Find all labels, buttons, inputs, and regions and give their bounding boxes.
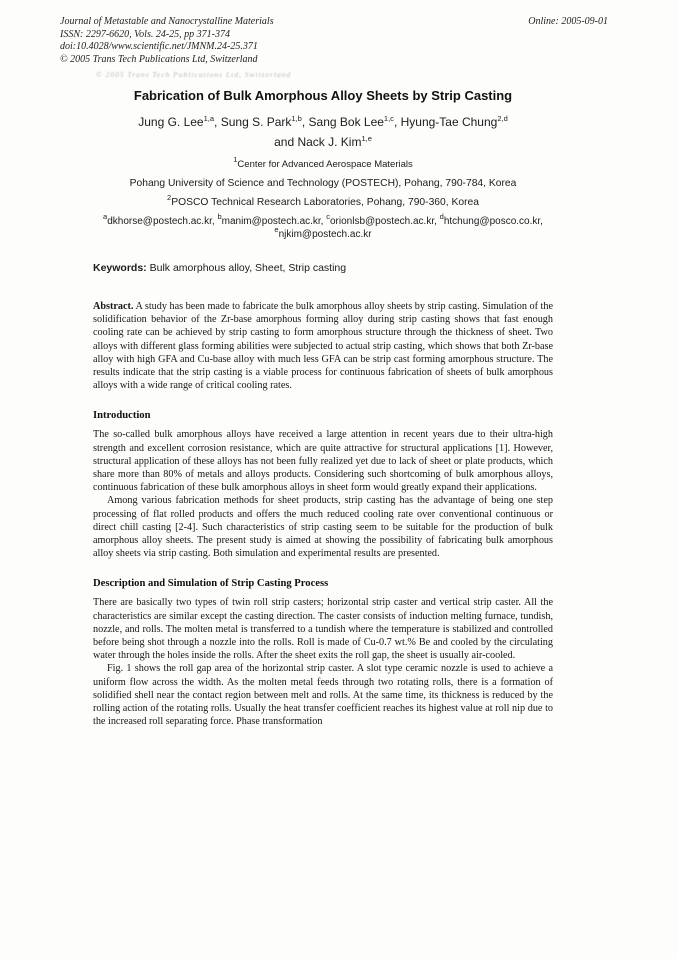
email-mark: a — [103, 212, 108, 222]
affiliation-1: $^1$Center for Advanced Aerospace Materials — [233, 155, 413, 170]
authors-line-2 — [93, 135, 553, 150]
author-affmark: 1,b — [291, 113, 302, 123]
authors-line — [93, 115, 553, 130]
author: and Nack J. Kim$^{1,e}$ — [274, 133, 372, 149]
author-affmark: 2,d — [497, 113, 508, 123]
email: $^b$manim@postech.ac.kr, — [217, 212, 327, 227]
author: , Sang Bok Lee$^{1,c}$ — [301, 113, 394, 129]
author-affmark: 1,e — [361, 133, 372, 143]
author: , Sung S. Park$^{1,b}$ — [214, 113, 302, 129]
email-mark: d — [439, 212, 444, 222]
email-mark: c — [326, 212, 330, 222]
paper-body — [93, 88, 553, 728]
keywords-text: Bulk amorphous alloy, Sheet, Strip casting — [146, 262, 347, 274]
email-line-1 — [93, 212, 553, 228]
online-date: Online: 2005-09-01 — [528, 16, 608, 27]
email: $^e$njkim@postech.ac.kr — [274, 225, 372, 240]
scan-ghost-print: © 2005 Trans Tech Publications Ltd, Switzerland — [96, 70, 292, 79]
email-line-2 — [93, 225, 553, 241]
email-mark: e — [274, 225, 279, 235]
section-heading-description: Description and Simulation of Strip Casting Process — [93, 578, 329, 590]
email: $^d$htchung@posco.co.kr, — [439, 212, 543, 227]
keywords-label: Keywords: — [93, 262, 147, 274]
copyright-line: © 2005 Trans Tech Publications Ltd, Switzerland — [60, 53, 258, 65]
author: Jung G. Lee$^{1,a}$ — [138, 113, 215, 129]
doi-line: doi:10.4028/www.scientific.net/JMNM.24-25.371 — [60, 41, 258, 53]
affiliation-mark: 1 — [233, 155, 238, 165]
journal-metadata — [60, 16, 274, 66]
description-paragraph-1: There are basically two types of twin roll strip casters; horizontal strip caster and vertical strip caster. All the characteristics are similar except the casting direction. The caster consists of induction melting furnace, tundish, nozzle, and rolls. The molten metal is transferred to a tundish where the temperature is stabilized and controlled before being shot through a nozzle into the rolls. Roll is made of Cu-0.7 wt.% Be and cooled by the circulating water through the holes inside the rolls. After the sheet exits the roll gap, the sheet is usually air-cooled. — [93, 597, 553, 662]
affiliation-mark: 2 — [167, 193, 172, 203]
author-affmark: 1,c — [383, 113, 394, 123]
journal-title-line: Journal of Metastable and Nanocrystalline Materials — [60, 16, 274, 27]
abstract-text: A study has been made to fabricate the bulk amorphous alloy sheets by strip casting. Simulation of the solidification behavior of the Zr-base amorphous forming alloy during strip casting shows that fast enough cooling rate can be achieved by strip casting to form amorphous structure through the thickness of sheet. Two alloys with different glass forming abilities were subjected to actual strip casting, which shows that both Zr-base alloy with high GFA and Cu-base alloy with much less GFA can be strip cast forming amorphous structure. The results indicate that the strip casting is a viable process for continuous fabrication of sheets of bulk amorphous alloys with a wide range of critical cooling rates. — [93, 301, 553, 392]
affiliation-2: Pohang University of Science and Technology (POSTECH), Pohang, 790-784, Korea — [129, 178, 517, 189]
section-heading-introduction: Introduction — [93, 410, 151, 422]
affiliation-3: $^2$POSCO Technical Research Laboratories, Pohang, 790-360, Korea — [167, 193, 479, 208]
issn-line: ISSN: 2297-6620, Vols. 24-25, pp 371-374 — [60, 28, 230, 40]
abstract-paragraph — [93, 300, 553, 392]
page-title: Fabrication of Bulk Amorphous Alloy Sheets by Strip Casting — [133, 88, 513, 103]
email-mark: b — [217, 212, 222, 222]
introduction-paragraph-1: The so-called bulk amorphous alloys have received a large attention in recent years due to their ultra-high strength and excellent corrosion resistance, which are quite attractive for structural applications [1]. However, structural application of these alloys has not been fully realized yet due to lack of sheet or plate products, which share more than 80% of metals and alloys products. Considering such shortcoming of bulk amorphous alloys, continuous fabrication of these bulk amorphous alloys in sheet form would greatly expand their applications. — [93, 429, 553, 494]
author: , Hyung-Tae Chung$^{2,d}$ — [393, 113, 508, 129]
keywords-line — [93, 262, 553, 275]
introduction-paragraph-2: Among various fabrication methods for sheet products, strip casting has the advantage of being one step processing of flat rolled products and offers the much reduced cooling rate over conventional continuous or direct chill casting [2-4]. Such characteristics of strip casting seem to be suitable for the production of bulk amorphous alloy sheets. The present study is aimed at showing the possibility of fabricating bulk amorphous alloy sheets via strip casting. Both simulation and experimental results are presented. — [93, 495, 553, 560]
page-header — [60, 16, 608, 66]
email: $^c$orionlsb@postech.ac.kr, — [326, 212, 440, 227]
email: $^a$dkhorse@postech.ac.kr, — [103, 212, 218, 227]
author-affmark: 1,a — [203, 113, 215, 123]
author-emails — [93, 212, 553, 241]
abstract-label: Abstract. — [93, 301, 134, 312]
description-paragraph-2: Fig. 1 shows the roll gap area of the horizontal strip caster. A slot type ceramic nozzle is used to achieve a uniform flow across the width. As the molten metal feeds through two rotating rolls, there is a formation of solidified shell near the contact region between melt and rolls. At the same time, its thickness is reduced by the rolling action of the rotating rolls. Usually the heat transfer coefficient reaches its highest value at roll nip due to the increased roll separating force. Phase transformation — [93, 663, 553, 728]
